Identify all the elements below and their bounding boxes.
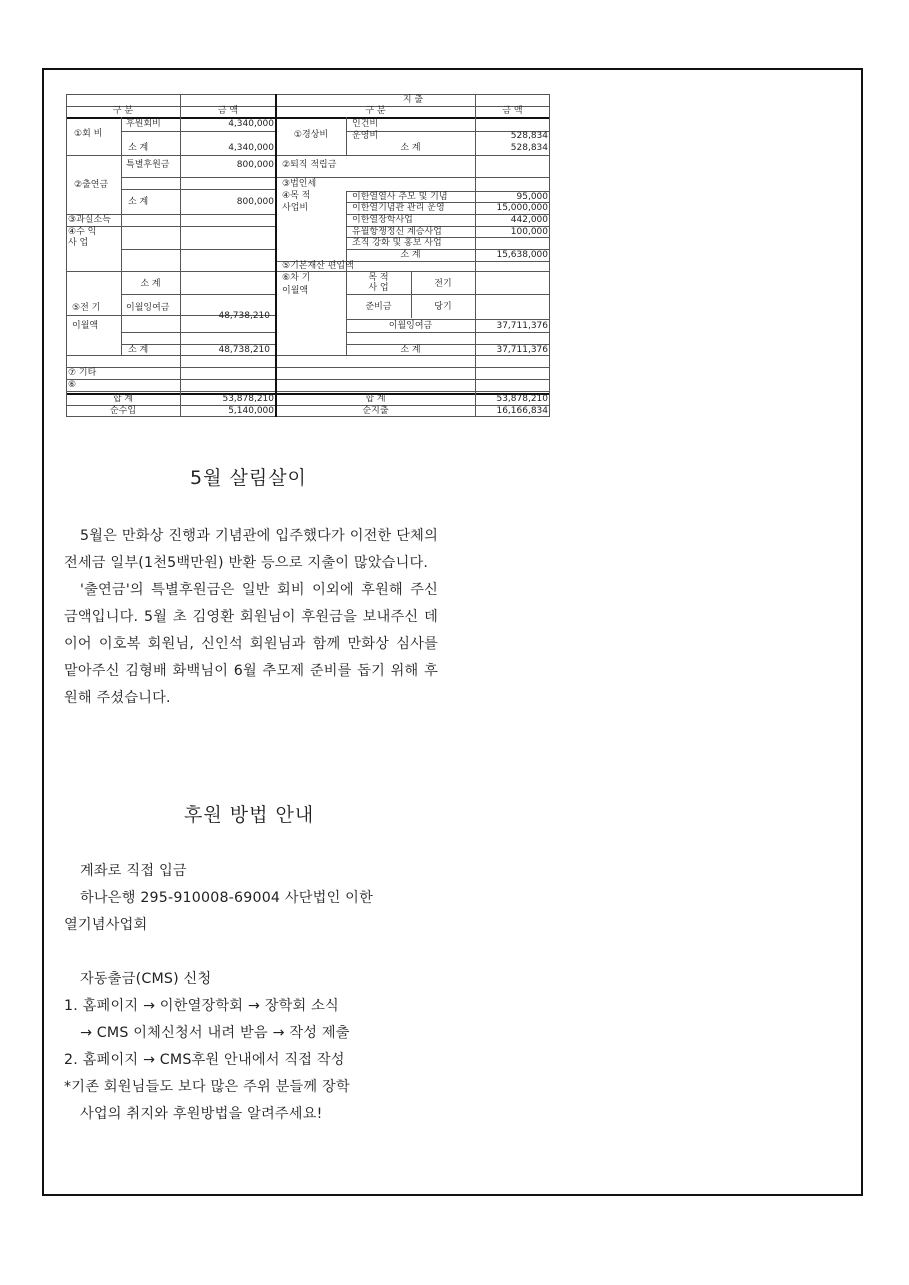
income-carry-label1: ⑤전 기	[72, 303, 101, 313]
expense-reserve-label: ②퇴직 적립금	[282, 160, 337, 170]
expense-col-category: 구 분	[365, 106, 386, 116]
section1-paragraph: '출연금'의 특별후원금은 일반 회비 이외에 후원해 주신 금액입니다. 5월 초 김영환 회원님이 후원금을 보내주신 데 이어 이호복 회원님, 신인석 회원님과 함께 만화상 심사를 맡아주신 김형배 화백님이 6월 추모제 준비를 돕기 위해 후원해 주셨습니다.	[64, 582, 438, 706]
expense-purpose-subtotal-label: 소 계	[400, 250, 421, 260]
expense-ops-label: ①경상비	[293, 130, 329, 140]
income-contrib-amount: 800,000	[236, 160, 274, 170]
expense-ops-item2-amount: 528,834	[510, 131, 548, 141]
income-business-label2: 사 업	[68, 238, 89, 248]
income-col-amount: 금 액	[217, 106, 239, 116]
expense-ops-item2: 운영비	[352, 131, 379, 141]
section2-title: 후원 방법 안내	[184, 804, 315, 826]
expense-total: 53,878,210	[496, 394, 548, 404]
expense-tax-label: ③법인세	[282, 179, 317, 189]
direct-deposit-title: 계좌로 직접 입금	[80, 863, 187, 879]
expense-next-label2: 이월액	[282, 286, 309, 296]
income-net-label: 순수입	[109, 406, 137, 416]
note-line: *기존 회원님들도 보다 많은 주위 분들께 장학	[64, 1079, 350, 1095]
account-line: 열기념사업회	[64, 917, 148, 933]
income-carry-subtotal: 48,738,210	[218, 345, 270, 355]
expense-purpose-item: 조직 강화 및 홍보 사업	[352, 238, 442, 248]
cms-step-2: 2. 홈페이지 → CMS후원 안내에서 직접 작성	[64, 1052, 345, 1068]
section1-paragraph: 5월은 만화상 진행과 기념관에 입주했다가 이전한 단체의 전세금 일부(1천5백만원) 반환 등으로 지출이 많았습니다.	[64, 528, 438, 571]
expense-next-subtotal: 37,711,376	[496, 345, 548, 355]
note-line: 사업의 취지와 후원방법을 알려주세요!	[80, 1106, 323, 1122]
income-business-subtotal-label: 소 계	[140, 279, 161, 289]
expense-next-subtotal-label: 소 계	[400, 345, 421, 355]
section1-title: 5월 살림살이	[190, 467, 307, 489]
section1-body	[64, 523, 438, 712]
expense-purpose-label1: ④목 적	[282, 191, 311, 201]
income-dues-amount: 4,340,000	[228, 119, 274, 129]
expense-purpose-item: 이한열기념관 관리 운영	[352, 203, 445, 213]
income-carry-item: 이월잉여금	[126, 303, 170, 313]
expense-purpose-item: 이한열열사 추모 및 기념	[352, 192, 448, 202]
expense-net-label: 순지출	[362, 406, 389, 416]
income-six-label: ⑥	[68, 380, 77, 390]
expense-purpose-amount: 100,000	[510, 227, 548, 237]
income-total-label: 합 계	[112, 394, 134, 404]
expense-purpose-amount: 15,000,000	[496, 203, 548, 213]
account-line: 하나은행 295-910008-69004 사단법인 이한	[80, 890, 373, 906]
expense-net: 16,166,834	[496, 406, 548, 416]
income-net: 5,140,000	[228, 406, 274, 416]
expense-next-surplus-amount: 37,711,376	[496, 321, 548, 331]
expense-next-label1: ⑥차 기	[282, 273, 311, 283]
income-dues-subtotal-label: 소 계	[128, 143, 149, 153]
income-surplus-label: ③과실소득	[68, 215, 111, 225]
expense-next-this-period: 당기	[434, 302, 452, 312]
expense-purpose-item: 유월항쟁정신 계승사업	[352, 227, 442, 237]
expense-next-purpose1: 목 적	[368, 273, 389, 283]
income-dues-item: 후원회비	[126, 119, 161, 129]
income-contrib-item: 특별후원금	[126, 160, 170, 170]
expense-total-label: 합 계	[365, 394, 386, 404]
expense-purpose-item: 이한열장학사업	[352, 215, 413, 225]
income-carry-subtotal-label: 소 계	[128, 345, 149, 355]
finance-table	[66, 94, 550, 417]
expense-purpose-subtotal: 15,638,000	[496, 250, 548, 260]
expense-next-surplus: 이월잉여금	[388, 321, 433, 331]
income-total: 53,878,210	[222, 394, 274, 404]
income-contrib-subtotal: 800,000	[236, 197, 274, 207]
income-dues-label: ①회 비	[74, 129, 103, 139]
income-business-label1: ④수 익	[68, 227, 97, 237]
income-other-label: ⑦ 기타	[68, 368, 97, 378]
expense-col-amount: 금 액	[502, 106, 523, 116]
expense-next-reserve: 준비금	[365, 302, 392, 312]
expense-purpose-label2: 사업비	[282, 203, 309, 213]
income-carry-label2: 이월액	[72, 321, 99, 331]
cms-step-1-cont: → CMS 이체신청서 내려 받음 → 작성 제출	[80, 1025, 350, 1041]
income-contrib-label: ②출연금	[74, 180, 109, 190]
income-col-category: 구 분	[112, 106, 134, 116]
income-dues-subtotal: 4,340,000	[228, 143, 274, 153]
income-contrib-subtotal-label: 소 계	[128, 197, 149, 207]
expense-purpose-amount: 442,000	[510, 215, 548, 225]
expense-ops-item1: 인건비	[352, 119, 379, 129]
expense-endowment-label: ⑤기본재산 편입액	[282, 261, 354, 271]
cms-step-1: 1. 홈페이지 → 이한열장학회 → 장학회 소식	[64, 998, 339, 1014]
cms-title: 자동출금(CMS) 신청	[80, 971, 212, 987]
expense-next-purpose2: 사 업	[368, 283, 389, 293]
expense-ops-subtotal: 528,834	[510, 143, 548, 153]
expense-next-current: 전기	[434, 279, 452, 289]
expense-header: 지 출	[402, 95, 424, 105]
expense-ops-subtotal-label: 소 계	[400, 143, 421, 153]
income-carry-amount: 48,738,210	[218, 311, 270, 321]
expense-purpose-amount: 95,000	[516, 192, 548, 202]
